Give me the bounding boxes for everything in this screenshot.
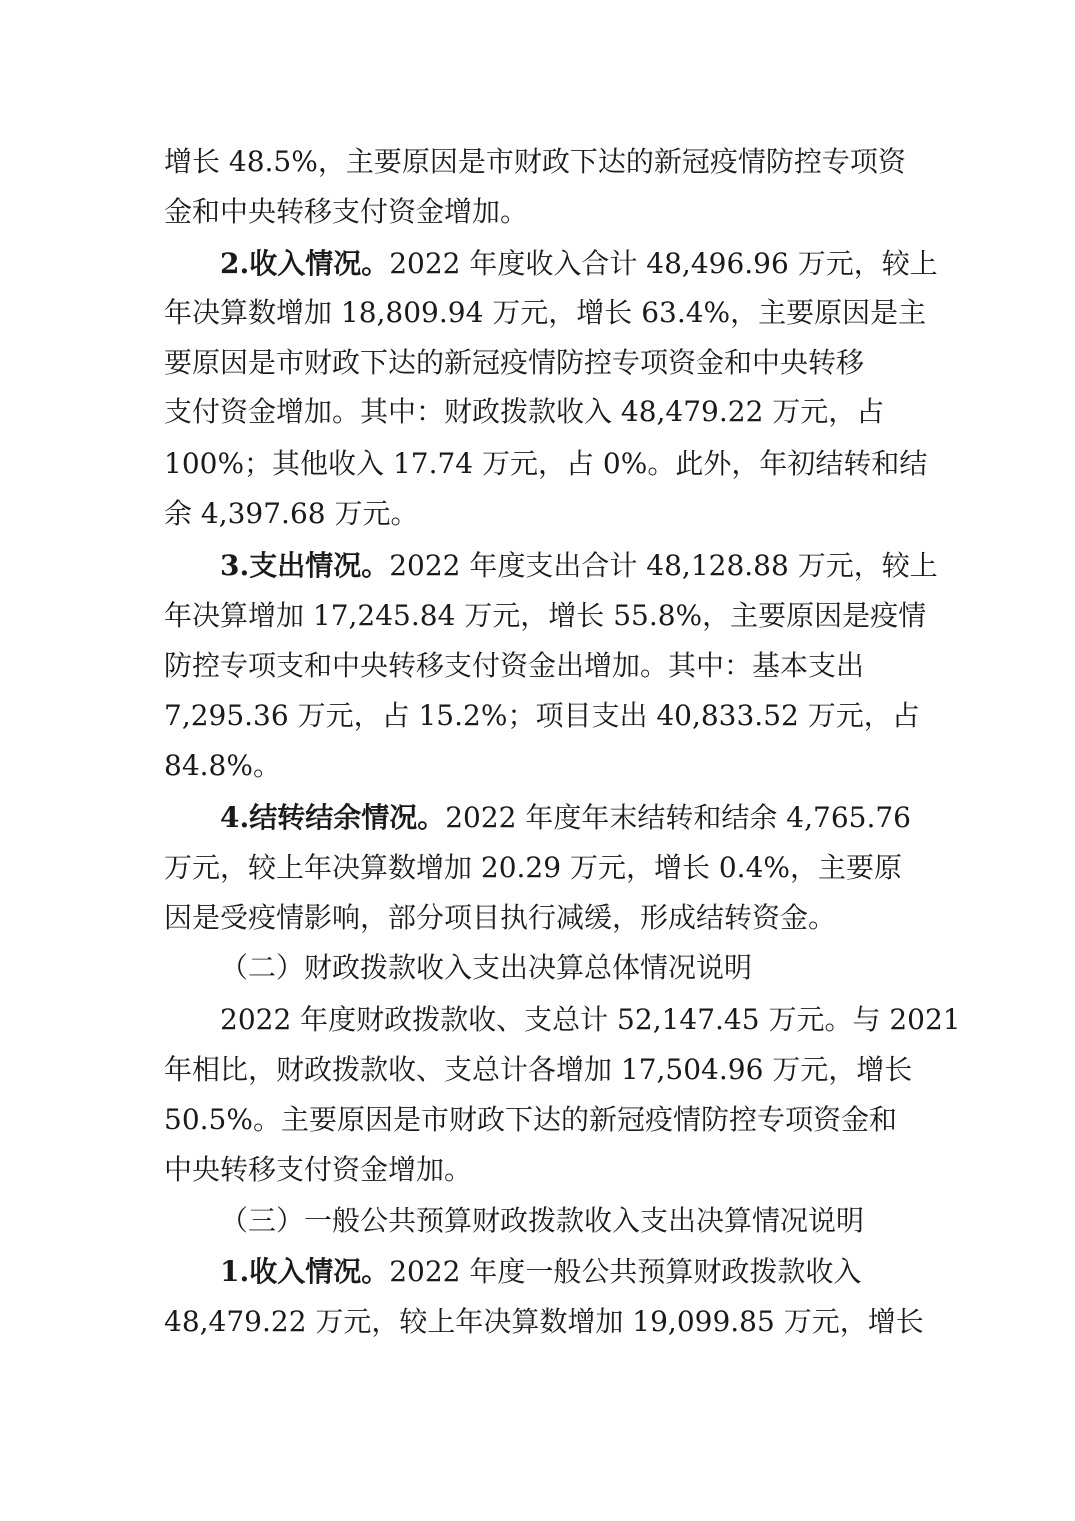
section-text: 2022 年度支出合计 48,128.88 万元，较上 [389, 549, 938, 582]
text-line: 要原因是市财政下达的新冠疫情防控专项资金和中央转移 [164, 346, 865, 379]
section-heading: （三）一般公共预算财政拨款收入支出决算情况说明 [220, 1204, 865, 1237]
text-line: 金和中央转移支付资金增加。 [164, 195, 529, 228]
text-line: 50.5%。主要原因是市财政下达的新冠疫情防控专项资金和 [164, 1103, 897, 1136]
section-heading: （二）财政拨款收入支出决算总体情况说明 [220, 951, 753, 984]
section-label: 2.收入情况。 [220, 247, 390, 280]
text-line: 年相比，财政拨款收、支总计各增加 17,504.96 万元，增长 [164, 1053, 913, 1086]
text-line [220, 1250, 861, 1294]
text-line: 中央转移支付资金增加。 [164, 1153, 473, 1186]
text-line: 因是受疫情影响，部分项目执行减缓，形成结转资金。 [164, 901, 837, 934]
text-line: 支付资金增加。其中：财政拨款收入 48,479.22 万元，占 [164, 395, 885, 428]
text-line [220, 242, 938, 286]
text-line: 年决算数增加 18,809.94 万元，增长 63.4%，主要原因是主 [164, 296, 927, 329]
section-label: 1.收入情况。 [220, 1255, 390, 1288]
text-line [220, 544, 938, 588]
text-line: 年决算增加 17,245.84 万元，增长 55.8%，主要原因是疫情 [164, 599, 927, 632]
section-label: 3.支出情况。 [220, 549, 390, 582]
text-line: 48,479.22 万元，较上年决算数增加 19,099.85 万元，增长 [164, 1305, 924, 1338]
section-text: 2022 年度收入合计 48,496.96 万元，较上 [389, 247, 938, 280]
section-text: 2022 年度一般公共预算财政拨款收入 [389, 1255, 862, 1288]
section-text: 2022 年度年末结转和结余 4,765.76 [445, 801, 911, 834]
text-line: 7,295.36 万元，占 15.2%；项目支出 40,833.52 万元，占 [164, 699, 920, 732]
text-line: 增长 48.5%，主要原因是市财政下达的新冠疫情防控专项资 [164, 145, 906, 178]
text-line: 万元，较上年决算数增加 20.29 万元，增长 0.4%，主要原 [164, 851, 902, 884]
text-line [220, 796, 911, 840]
text-line: 84.8%。 [164, 749, 281, 782]
text-line: 余 4,397.68 万元。 [164, 497, 419, 530]
text-line: 100%；其他收入 17.74 万元，占 0%。此外，年初结转和结 [164, 447, 928, 480]
text-line: 2022 年度财政拨款收、支总计 52,147.45 万元。与 2021 [220, 1003, 961, 1036]
section-label: 4.结转结余情况。 [220, 801, 446, 834]
text-line: 防控专项支和中央转移支付资金出增加。其中：基本支出 [164, 649, 865, 682]
